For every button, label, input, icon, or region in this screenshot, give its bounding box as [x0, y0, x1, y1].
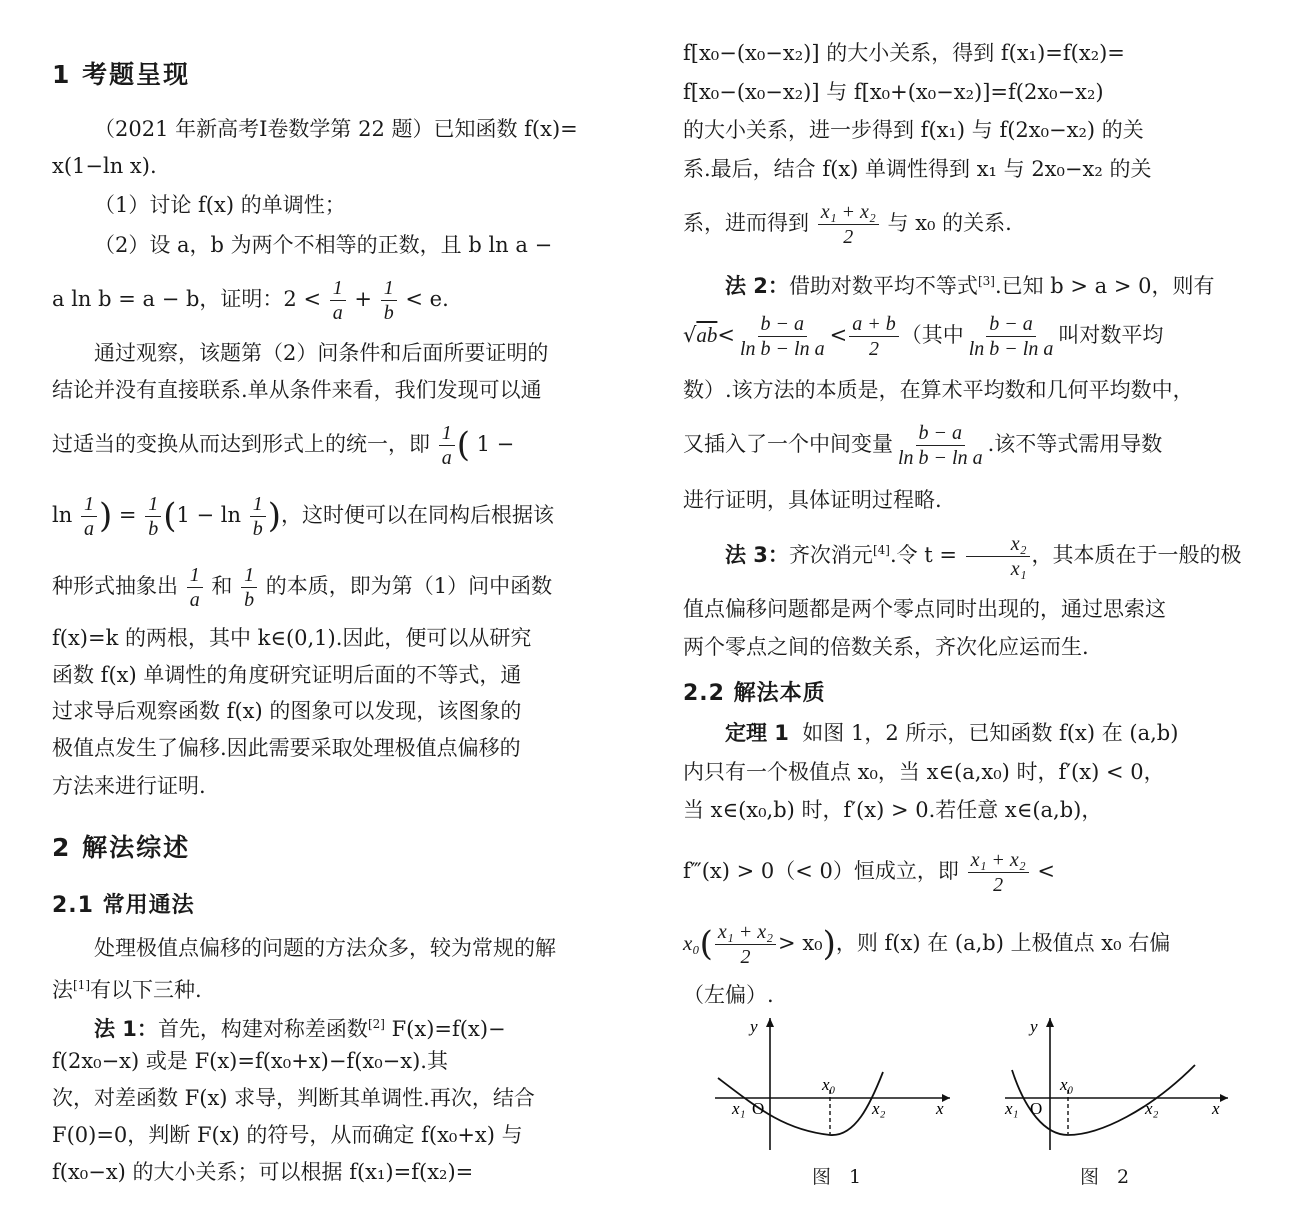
problem-part2-line1: （2）设 a，b 为两个不相等的正数，且 b ln a − — [94, 233, 553, 257]
theorem-line4 — [683, 848, 1263, 897]
right-paren: ) — [98, 496, 113, 536]
theorem-text: > x₀ — [778, 931, 823, 955]
frac-num: b − a — [986, 312, 1036, 337]
x1-label: x₁ — [1005, 1099, 1019, 1118]
theorem-text: f‴(x) > 0（< 0）恒成立，即 — [683, 859, 959, 883]
less-than: < — [1037, 859, 1056, 883]
x2-label: x₂ — [872, 1099, 886, 1118]
method2-text: 叫对数平均 — [1058, 323, 1164, 347]
y-axis-arrow — [1046, 1018, 1054, 1027]
ref-2: [2] — [367, 1017, 385, 1031]
frac-num: x₁ + x₂ — [818, 200, 879, 225]
method3-line3: 两个零点之间的倍数关系，齐次化应运而生. — [683, 635, 1089, 659]
x-axis-arrow — [1220, 1094, 1228, 1102]
theorem-label: 定理 1 — [725, 721, 789, 745]
section-1-title: 1 考题呈现 — [52, 60, 191, 89]
frac-num: x₁ + x₂ — [968, 848, 1029, 873]
sqrt-sign: √ — [683, 323, 697, 347]
method1-text: F(x)=f(x)− — [384, 1017, 506, 1041]
frac-num: 1 — [81, 492, 97, 517]
theorem-line6: （左偏）. — [683, 983, 774, 1007]
ref-3: [3] — [977, 274, 995, 288]
frac-num: 1 — [330, 276, 346, 301]
method2-text: .该不等式需用导数 — [987, 432, 1163, 456]
frac-num: x₂ — [966, 532, 1030, 557]
problem-intro-line2: x(1−ln x). — [52, 154, 157, 178]
problem-part2-line2 — [52, 276, 632, 325]
method1-line3: 次，对差函数 F(x) 求导，判断其单调性.再次，结合 — [52, 1086, 535, 1110]
method1-cont-line2: f[x₀−(x₀−x₂)] 与 f[x₀+(x₀−x₂)]=f(2x₀−x₂) — [683, 80, 1104, 104]
part2-text-a: a ln b = a − b，证明：2 < — [52, 287, 322, 311]
x0-symbol: x₀ — [683, 931, 700, 955]
x0-label: x₀ — [1060, 1075, 1074, 1094]
obs-line4-mid: 1 − ln — [176, 503, 242, 527]
method2-line5: 进行证明，具体证明过程略. — [683, 488, 942, 512]
fraction-x1-plus-x2-over-2 — [968, 848, 1029, 897]
fraction-1-over-a — [187, 563, 203, 612]
problem-part1: （1）讨论 f(x) 的单调性； — [94, 193, 346, 217]
obs-line7: 函数 f(x) 单调性的角度研究证明后面的不等式，通 — [52, 663, 522, 687]
x-axis-label: x — [936, 1099, 944, 1118]
left-paren: ( — [456, 425, 470, 465]
obs-line4-tail: ，这时便可以在同构后根据该 — [280, 503, 554, 527]
method3-line2: 值点偏移问题都是两个零点同时出现的，通过思索这 — [683, 597, 1166, 621]
method3-text: .令 t = — [889, 543, 957, 567]
theorem-line5 — [683, 920, 1263, 969]
frac-num: x₁ + x₂ — [715, 920, 776, 945]
log-mean-fraction — [737, 312, 828, 361]
log-mean-fraction — [895, 421, 986, 470]
frac-num: 1 — [241, 563, 257, 588]
figure-1-caption: 图 1 — [812, 1166, 868, 1188]
frac-num: 1 — [145, 492, 161, 517]
frac-den: 2 — [993, 874, 1004, 896]
frac-den: x₁ — [1010, 558, 1027, 580]
method2-line4 — [683, 421, 1263, 470]
obs-line2: 结论并没有直接联系.单从条件来看，我们发现可以通 — [52, 378, 542, 402]
frac-num: 1 — [250, 492, 266, 517]
method2-text: 借助对数平均不等式 — [788, 274, 978, 298]
method1-cont-line3: 的大小关系，进一步得到 f(x₁) 与 f(2x₀−x₂) 的关 — [683, 118, 1144, 142]
method2-label: 法 2： — [725, 274, 789, 298]
part2-text-b: < e. — [405, 287, 449, 311]
fraction-1-over-a — [330, 276, 346, 325]
obs-line3 — [52, 421, 632, 470]
sec21-line2 — [52, 967, 632, 1009]
theorem-line3: 当 x∈(x₀,b) 时，f′(x) > 0.若任意 x∈(a,b)， — [683, 798, 1103, 822]
method2-line3: 数）.该方法的本质是，在算术平均数和几何平均数中， — [683, 378, 1194, 402]
x1-label: x₁ — [732, 1099, 746, 1118]
fraction-1-over-b — [250, 492, 266, 541]
frac-den: a — [189, 589, 200, 611]
obs-line1: 通过观察，该题第（2）问条件和后面所要证明的 — [94, 341, 549, 365]
obs-line5-he: 和 — [211, 574, 233, 598]
fraction-x1-plus-x2-over-2 — [818, 200, 879, 249]
method1-label: 法 1： — [94, 1017, 158, 1041]
frac-den: b — [383, 302, 394, 324]
fraction-x1-plus-x2-over-2 — [715, 920, 776, 969]
sqrt-ab: ab — [696, 323, 718, 347]
frac-den: a — [332, 302, 343, 324]
fraction-x2-over-x1 — [966, 532, 1030, 581]
y-axis-label: y — [750, 1017, 758, 1036]
theorem-line2: 内只有一个极值点 x₀，当 x∈(a,x₀) 时，f′(x) < 0， — [683, 760, 1165, 784]
obs-line9: 极值点发生了偏移.因此需要采取处理极值点偏移的 — [52, 736, 521, 760]
obs-line3-tail: 1 − — [476, 432, 515, 456]
method1-text: 首先，构建对称差函数 — [157, 1017, 368, 1041]
section-2-1-title: 2.1 常用通法 — [52, 893, 195, 918]
obs-line8: 过求导后观察函数 f(x) 的图象可以发现，该图象的 — [52, 699, 522, 723]
plus-sign: + — [354, 287, 373, 311]
left-paren: ( — [699, 924, 713, 964]
method1-cont-line1: f[x₀−(x₀−x₂)] 的大小关系，得到 f(x₁)=f(x₂)= — [683, 41, 1125, 65]
obs-line5 — [52, 563, 632, 612]
ln-text: ln — [52, 503, 73, 527]
method2-line1 — [683, 263, 1263, 305]
frac-den: a — [83, 518, 94, 540]
figure-1 — [700, 1010, 960, 1160]
method2-text: （其中 — [900, 323, 964, 347]
fraction-1-over-b — [381, 276, 397, 325]
method3-label: 法 3： — [725, 543, 789, 567]
obs-line3-text: 过适当的变换从而达到形式上的统一，即 — [52, 432, 430, 456]
method2-text: 又插入了一个中间变量 — [683, 432, 893, 456]
method1-line4: F(0)=0，判断 F(x) 的符号，从而确定 f(x₀+x) 与 — [52, 1123, 523, 1147]
figure-2-caption: 图 2 — [1080, 1166, 1136, 1188]
right-paren: ) — [267, 496, 281, 536]
method2-line2 — [683, 312, 1263, 361]
method1-line2: f(2x₀−x) 或是 F(x)=f(x₀+x)−f(x₀−x).其 — [52, 1049, 448, 1073]
frac-den: ln b − ln a — [740, 338, 825, 360]
figure-2 — [990, 1010, 1250, 1160]
method2-text: .已知 b > a > 0，则有 — [994, 274, 1215, 298]
frac-num: 1 — [381, 276, 397, 301]
theorem-text: 如图 1，2 所示，已知函数 f(x) 在 (a,b) — [802, 721, 1179, 745]
frac-den: 2 — [868, 338, 879, 360]
frac-num: 1 — [439, 421, 455, 446]
x0-label: x₀ — [822, 1075, 836, 1094]
frac-num: b − a — [916, 421, 966, 446]
method1-cont-line4: 系.最后，结合 f(x) 单调性得到 x₁ 与 2x₀−x₂ 的关 — [683, 157, 1152, 181]
fraction-1-over-b — [241, 563, 257, 612]
method3-text: ，其本质在于一般的极 — [1031, 543, 1242, 567]
less-than: < — [717, 323, 735, 347]
method1-text: 与 x₀ 的关系. — [887, 211, 1012, 235]
frac-den: b — [148, 518, 159, 540]
obs-line10: 方法来进行证明. — [52, 774, 206, 798]
section-2-2-title: 2.2 解法本质 — [683, 681, 826, 706]
frac-den: ln b − ln a — [898, 447, 983, 469]
obs-line4 — [52, 492, 632, 541]
sec21-text: 有以下三种. — [90, 978, 202, 1002]
obs-line6: f(x)=k 的两根，其中 k∈(0,1).因此，便可以从研究 — [52, 626, 532, 650]
y-axis-label: y — [1030, 1017, 1038, 1036]
origin-label: O — [1030, 1099, 1043, 1118]
x2-label: x₂ — [1145, 1099, 1159, 1118]
fraction-1-over-a — [439, 421, 455, 470]
fraction-1-over-b — [145, 492, 161, 541]
obs-line5-b: 的本质，即为第（1）问中函数 — [265, 574, 553, 598]
method1-line5: f(x₀−x) 的大小关系；可以根据 f(x₁)=f(x₂)= — [52, 1160, 474, 1184]
frac-num: a + b — [849, 312, 899, 337]
origin-label: O — [752, 1099, 765, 1118]
section-2-title: 2 解法综述 — [52, 833, 191, 862]
sec21-line1: 处理极值点偏移的问题的方法众多，较为常规的解 — [94, 936, 556, 960]
frac-den: 2 — [843, 226, 854, 248]
right-paren: ) — [822, 924, 836, 964]
arith-mean-fraction — [849, 312, 899, 361]
frac-num: b − a — [758, 312, 808, 337]
frac-den: ln b − ln a — [968, 338, 1054, 360]
less-than: < — [829, 323, 848, 347]
obs-line5-a: 种形式抽象出 — [52, 574, 178, 598]
log-mean-fraction — [966, 312, 1057, 361]
ref-4: [4] — [872, 543, 890, 557]
frac-den: a — [441, 447, 452, 469]
y-axis-arrow — [766, 1018, 774, 1027]
sec21-text: 法 — [52, 978, 73, 1002]
theorem-text: ，则 f(x) 在 (a,b) 上极值点 x₀ 右偏 — [835, 931, 1171, 955]
method1-text: 系，进而得到 — [683, 211, 809, 235]
left-paren: ( — [163, 496, 177, 536]
frac-den: b — [244, 589, 255, 611]
theorem-line1 — [683, 715, 1263, 752]
equals-sign: = — [118, 503, 137, 527]
problem-intro-line1: （2021 年新高考Ⅰ卷数学第 22 题）已知函数 f(x)= — [94, 117, 578, 141]
method3-text: 齐次消元 — [788, 543, 873, 567]
method3-line1 — [683, 532, 1263, 581]
frac-num: 1 — [187, 563, 203, 588]
method1-line1 — [52, 1006, 632, 1048]
ref-1: [1] — [73, 978, 90, 992]
frac-den: 2 — [740, 946, 751, 968]
frac-den: b — [252, 518, 263, 540]
method1-cont-line5 — [683, 200, 1263, 249]
fraction-1-over-a — [81, 492, 97, 541]
x-axis-label: x — [1212, 1099, 1220, 1118]
